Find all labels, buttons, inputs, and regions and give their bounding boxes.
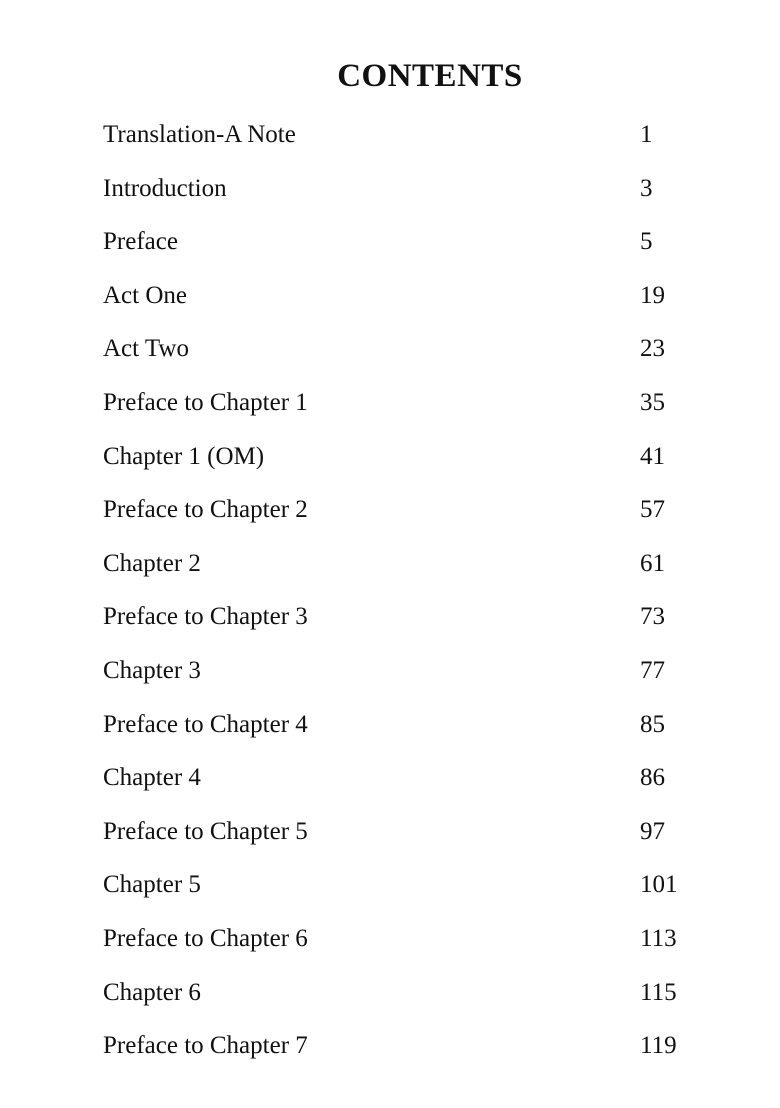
- toc-entry: [0, 276, 780, 330]
- toc-entry-label: Introduction: [103, 174, 227, 202]
- toc-entry: [0, 490, 780, 544]
- toc-entry-label: Chapter 1 (OM): [103, 442, 265, 470]
- table-of-contents: [0, 115, 780, 1080]
- toc-entry-label: Preface to Chapter 6: [103, 924, 308, 952]
- toc-entry: [0, 758, 780, 812]
- toc-entry-page: 19: [640, 281, 665, 309]
- toc-entry-page: 73: [640, 603, 665, 631]
- toc-entry-label: Preface to Chapter 4: [103, 710, 308, 738]
- toc-entry-page: 5: [640, 228, 653, 256]
- toc-entry: [0, 222, 780, 276]
- toc-entry-page: 101: [640, 871, 678, 899]
- toc-entry-page: 23: [640, 335, 665, 363]
- toc-entry: [0, 383, 780, 437]
- toc-entry-page: 115: [640, 978, 677, 1006]
- toc-entry: [0, 705, 780, 759]
- toc-entry: [0, 1026, 780, 1080]
- toc-entry-label: Preface to Chapter 1: [103, 388, 308, 416]
- toc-entry-page: 77: [640, 656, 665, 684]
- toc-entry: [0, 437, 780, 491]
- toc-entry: [0, 597, 780, 651]
- toc-entry-page: 61: [640, 549, 665, 577]
- toc-entry-label: Chapter 2: [103, 549, 201, 577]
- toc-entry: [0, 544, 780, 598]
- toc-entry-page: 113: [640, 924, 677, 952]
- toc-entry-label: Act Two: [103, 335, 189, 363]
- toc-entry-page: 35: [640, 388, 665, 416]
- toc-entry-label: Preface: [103, 228, 178, 256]
- toc-entry: [0, 812, 780, 866]
- toc-entry: [0, 329, 780, 383]
- toc-entry-page: 119: [640, 1032, 677, 1060]
- toc-entry: [0, 865, 780, 919]
- toc-entry-label: Preface to Chapter 2: [103, 496, 308, 524]
- toc-entry-label: Preface to Chapter 3: [103, 603, 308, 631]
- page-title: CONTENTS: [337, 58, 523, 94]
- toc-entry-label: Act One: [103, 281, 187, 309]
- toc-entry-page: 1: [640, 121, 653, 148]
- toc-entry-label: Preface to Chapter 7: [103, 1032, 308, 1060]
- toc-entry-page: 3: [640, 174, 653, 202]
- toc-entry-label: Chapter 3: [103, 656, 201, 684]
- toc-entry: [0, 973, 780, 1027]
- toc-entry: [0, 651, 780, 705]
- toc-entry-page: 97: [640, 817, 665, 845]
- toc-entry-page: 57: [640, 496, 665, 524]
- toc-entry-page: 85: [640, 710, 665, 738]
- toc-entry: [0, 169, 780, 223]
- toc-entry: [0, 115, 780, 169]
- toc-entry-page: 86: [640, 764, 665, 792]
- toc-entry-page: 41: [640, 442, 665, 470]
- toc-entry-label: Preface to Chapter 5: [103, 817, 308, 845]
- toc-entry-label: Chapter 6: [103, 978, 201, 1006]
- toc-entry: [0, 919, 780, 973]
- toc-entry-label: Chapter 5: [103, 871, 201, 899]
- toc-entry-label: Translation-A Note: [103, 121, 296, 148]
- toc-entry-label: Chapter 4: [103, 764, 201, 792]
